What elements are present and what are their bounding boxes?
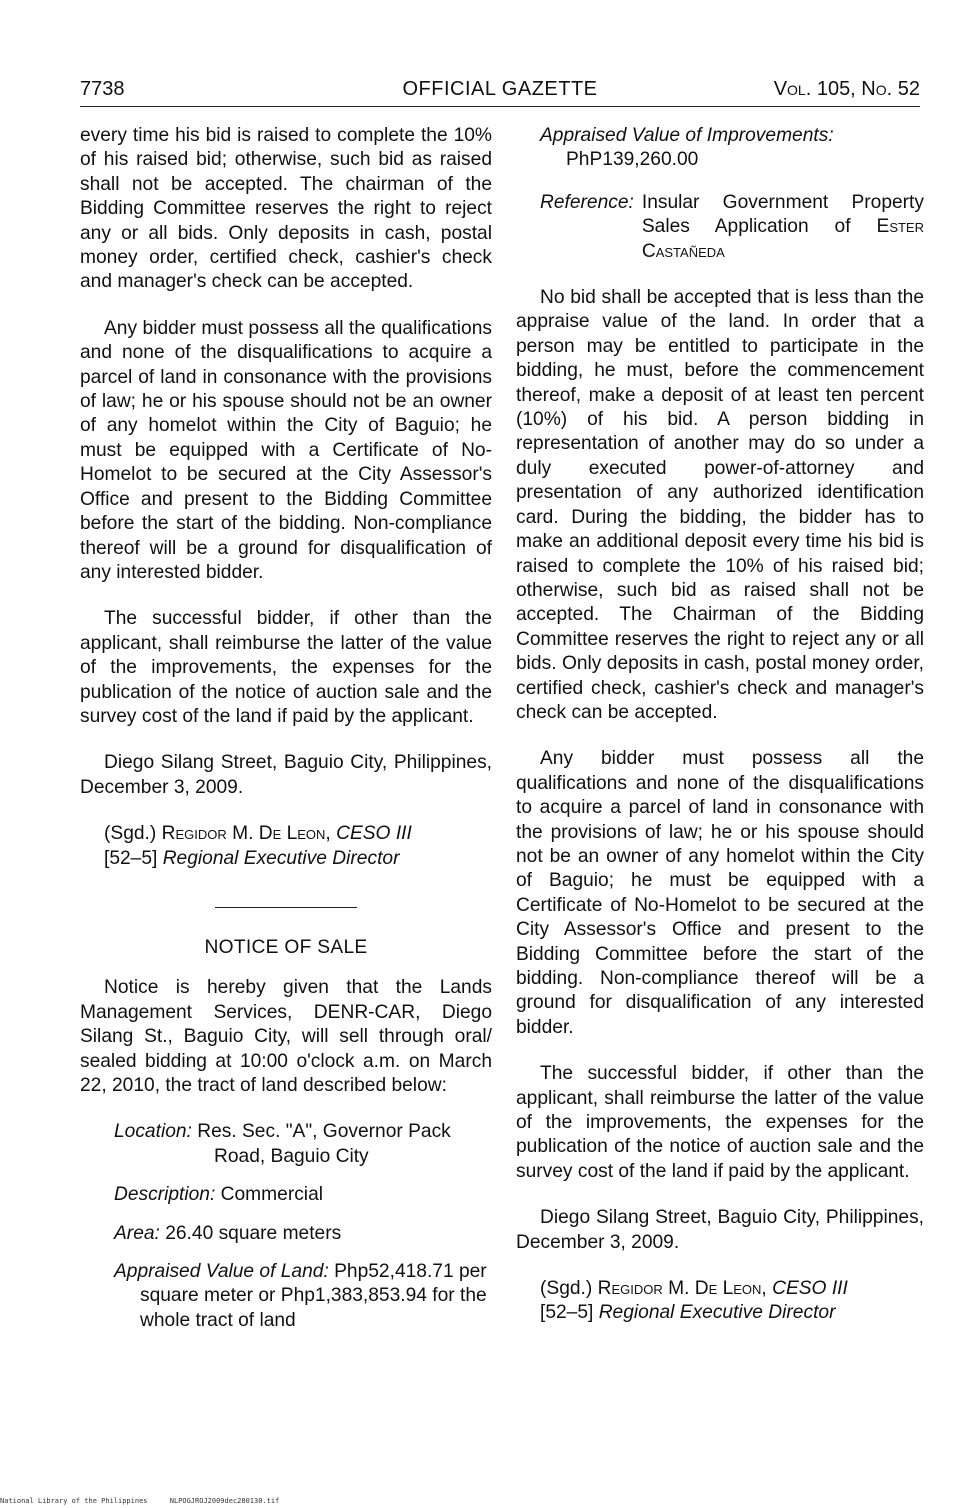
publication-title: OFFICIAL GAZETTE: [402, 78, 598, 100]
location-value: Res. Sec. "A", Governor Pack Road, Baguio City: [197, 1121, 451, 1167]
reference-value: Insular Government Property Sales Application of: [641, 191, 924, 238]
description-value: Commercial: [220, 1184, 324, 1206]
notice-intro: Notice is hereby given that the Lands Management Services, DENR-CAR, Diego Silang St., Baguio City, will sell through oral/ sealed bidding at 10:00 o'clock a.m. on March 22, 2010, the tract of land described below:: [80, 977, 492, 1096]
land-value-value: Php52,418.71 per square meter or Php1,383,853.94 for the whole tract of land: [140, 1261, 487, 1331]
signatory-title: CESO III: [772, 1278, 848, 1300]
description-label: Description:: [114, 1184, 216, 1206]
sig-prefix: (Sgd.): [540, 1278, 593, 1300]
section-divider: [215, 907, 357, 908]
paragraph: Any bidder must possess all the qualifications and none of the disqualifications to acquire a parcel of land in consonance with the provisions of law; he or his spouse should not be an owner of any homelot within the City of Baguio; he must be equipped with a Certificate of No-Homelot to be secured at the City Assessor's Office and present to the Bidding Committee before the start of the bidding. Non-compliance thereof will be a ground for disqualification of any interested bidder.: [80, 317, 492, 583]
improvements-label: Appraised Value of Improvements:: [540, 125, 834, 146]
signature-block: [104, 822, 492, 871]
reference-name: Ester Castañeda: [641, 216, 924, 262]
paragraph: No bid shall be accepted that is less than the appraise value of the land. In order that a person may be entitled to participate in the bidding, he must, before the commencement thereof, make a deposit of at least ten percent (10%) of his bid. A person bidding in representation of another may do so under a duly executed power-of-attorney and presentation of any authorized identification card. During the bidding, the bidder has to make an additional deposit every time his bid is raised to complete the 10% of his raised bid; otherwise, such bid as raised shall not be accepted. The Chairman of the Bidding Committee reserves the right to reject any or all bids. Only deposits in cash, postal money order, certified check, cashier's check and manager's check can be accepted.: [516, 287, 924, 723]
area-label: Area:: [114, 1222, 160, 1244]
library-name: National Library of the Philippines: [0, 1497, 148, 1505]
signatory-title: CESO III: [336, 823, 412, 845]
signatory-position: Regional Executive Director: [598, 1302, 836, 1324]
issue-code: [52–5]: [104, 847, 158, 869]
area-field: [114, 1222, 492, 1246]
place-date: Diego Silang Street, Baguio City, Philippines, December 3, 2009.: [516, 1207, 924, 1253]
paragraph: every time his bid is raised to complete the 10% of his raised bid; otherwise, such bid as raised shall not be accepted. The chairman of the Bidding Committee reserves the right to reject any or all bids. Only deposits in cash, postal money order, certified check, cashier's check and manager's check can be accepted.: [80, 125, 492, 293]
land-value-field: [114, 1260, 492, 1333]
signatory-name: Regidor M. De Leon,: [597, 1278, 767, 1300]
notice-heading: NOTICE OF SALE: [204, 936, 368, 958]
area-value: 26.40 square meters: [165, 1222, 342, 1244]
location-field: [114, 1120, 492, 1169]
volume-number: Vol. 105, No. 52: [773, 78, 920, 100]
file-id: NLPOGJROJ2009dec280130.tif: [169, 1497, 280, 1505]
description-field: [114, 1183, 492, 1207]
improvements-value: PhP139,260.00: [566, 149, 699, 171]
page-number: 7738: [80, 78, 125, 100]
page-header: [80, 76, 920, 107]
left-column: [80, 124, 492, 1347]
paragraph: The successful bidder, if other than the applicant, shall reimburse the latter of the value of the improvements, the expenses for the publication of the notice of auction sale and the survey cost of the land if paid by the applicant.: [516, 1063, 924, 1182]
place-date: Diego Silang Street, Baguio City, Philippines, December 3, 2009.: [80, 752, 492, 798]
location-label: Location:: [114, 1121, 192, 1143]
right-column: [516, 124, 924, 1326]
paragraph: The successful bidder, if other than the applicant, shall reimburse the latter of the value of the improvements, the expenses for the publication of the notice of auction sale and the survey cost of the land if paid by the applicant.: [80, 608, 492, 727]
improvements-field: [540, 124, 924, 173]
reference-label: Reference:: [540, 191, 634, 213]
signatory-name: Regidor M. De Leon,: [161, 823, 331, 845]
signatory-position: Regional Executive Director: [162, 847, 400, 869]
reference-field: [540, 191, 924, 264]
scan-footer: [0, 1497, 297, 1505]
land-value-label: Appraised Value of Land:: [114, 1261, 329, 1283]
sig-prefix: (Sgd.): [104, 823, 157, 845]
signature-block: [540, 1277, 924, 1326]
paragraph: Any bidder must possess all the qualifications and none of the disqualifications to acquire a parcel of land in consonance with the provisions of law; he or his spouse should not be an owner of any homelot within the City of Baguio; he must be equipped with a Certificate of No-Homelot to be secured at the City Assessor's Office and present to the Bidding Committee before the start of the bidding. Non-compliance thereof will be a ground for disqualification of any interested bidder.: [516, 748, 924, 1038]
issue-code: [52–5]: [540, 1302, 594, 1324]
